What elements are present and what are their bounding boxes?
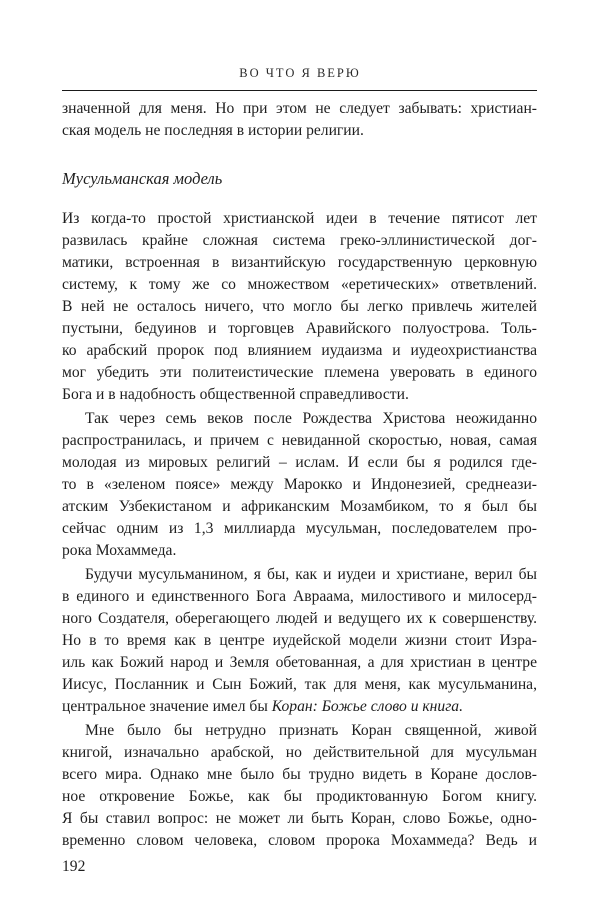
text-line: ного Создателя, оберегающего людей и ведущего их к совершенству. [62, 610, 537, 627]
text-line: Иисус, Посланник и Сын Божий, так для меня, как мусульманина, [62, 676, 537, 693]
text-line: то в «зеленом поясе» между Марокко и Индонезией, среднеази- [62, 476, 537, 493]
text-line: развилась крайне сложная система греко-эллинистической дог- [62, 232, 537, 249]
section-heading: Мусульманская модель [62, 169, 223, 188]
text-line: рока Мохаммеда. [62, 542, 177, 559]
text-line: Мне было бы нетрудно признать Коран священной, живой [85, 722, 537, 739]
text-line: мог убедить эти политеистические племена уверовать в единого [62, 364, 537, 381]
text-line: Так через семь веков после Рождества Христова неожиданно [85, 410, 537, 427]
text-line: Из когда-то простой христианской идеи в течение пятисот лет [62, 210, 537, 227]
text-line-plain: центральное значение имел бы [62, 698, 272, 715]
text-line: молодая из мировых религий – ислам. И если бы я родился где- [62, 454, 537, 471]
text-line [62, 696, 537, 718]
text-line: временно словом человека, словом пророка Мохаммеда? Ведь и [62, 832, 537, 849]
text-line: значенной для меня. Но при этом не следует забывать: христиан- [62, 100, 537, 117]
text-line: атским Узбекистаном и африканским Мозамбиком, то я был бы [62, 498, 537, 515]
text-line: распространилась, и причем с невиданной скоростью, новая, самая [62, 432, 537, 449]
text-line: ская модель не последняя в истории религии. [62, 122, 364, 139]
text-line: иль как Божий народ и Земля обетованная, а для христиан в центре [62, 654, 537, 671]
emphasis-text: Коран: Божье слово и книга. [271, 698, 463, 715]
text-line: Будучи мусульманином, я бы, как и иудеи и христиане, верил бы [85, 566, 537, 583]
text-line: всего мира. Однако мне было бы трудно видеть в Коране дослов- [62, 766, 537, 783]
text-line: в единого и единственного Бога Авраама, милостивого и милосерд- [62, 588, 537, 605]
text-line: Но в то время как в центре иудейской модели жизни стоит Изра- [62, 632, 537, 649]
text-line: книгой, изначально арабской, но действительной для мусульман [62, 744, 537, 761]
text-line: В ней не осталось ничего, что могло бы легко привлечь жителей [62, 298, 537, 315]
text-line: пустыни, бедуинов и торговцев Аравийского полуострова. Толь- [62, 320, 537, 337]
page-number: 192 [62, 858, 86, 875]
text-line: Бога и в надобность общественной справедливости. [62, 386, 409, 403]
text-line: ное откровение Божье, как бы продиктованную Богом книгу. [62, 788, 537, 805]
header-divider [62, 90, 537, 91]
text-line: матики, встроенная в византийскую государственную церковную [62, 254, 537, 271]
running-head: ВО ЧТО Я ВЕРЮ [239, 66, 361, 80]
text-line: Я бы ставил вопрос: не может ли быть Коран, слово Божье, одно- [62, 810, 537, 827]
text-line: систему, к тому же со множеством «еретических» ответвлений. [62, 276, 537, 293]
text-line: сейчас одним из 1,3 миллиарда мусульман, последователем про- [62, 520, 537, 537]
text-line: ко арабский пророк под влиянием иудаизма и иудеохристианства [62, 342, 537, 359]
